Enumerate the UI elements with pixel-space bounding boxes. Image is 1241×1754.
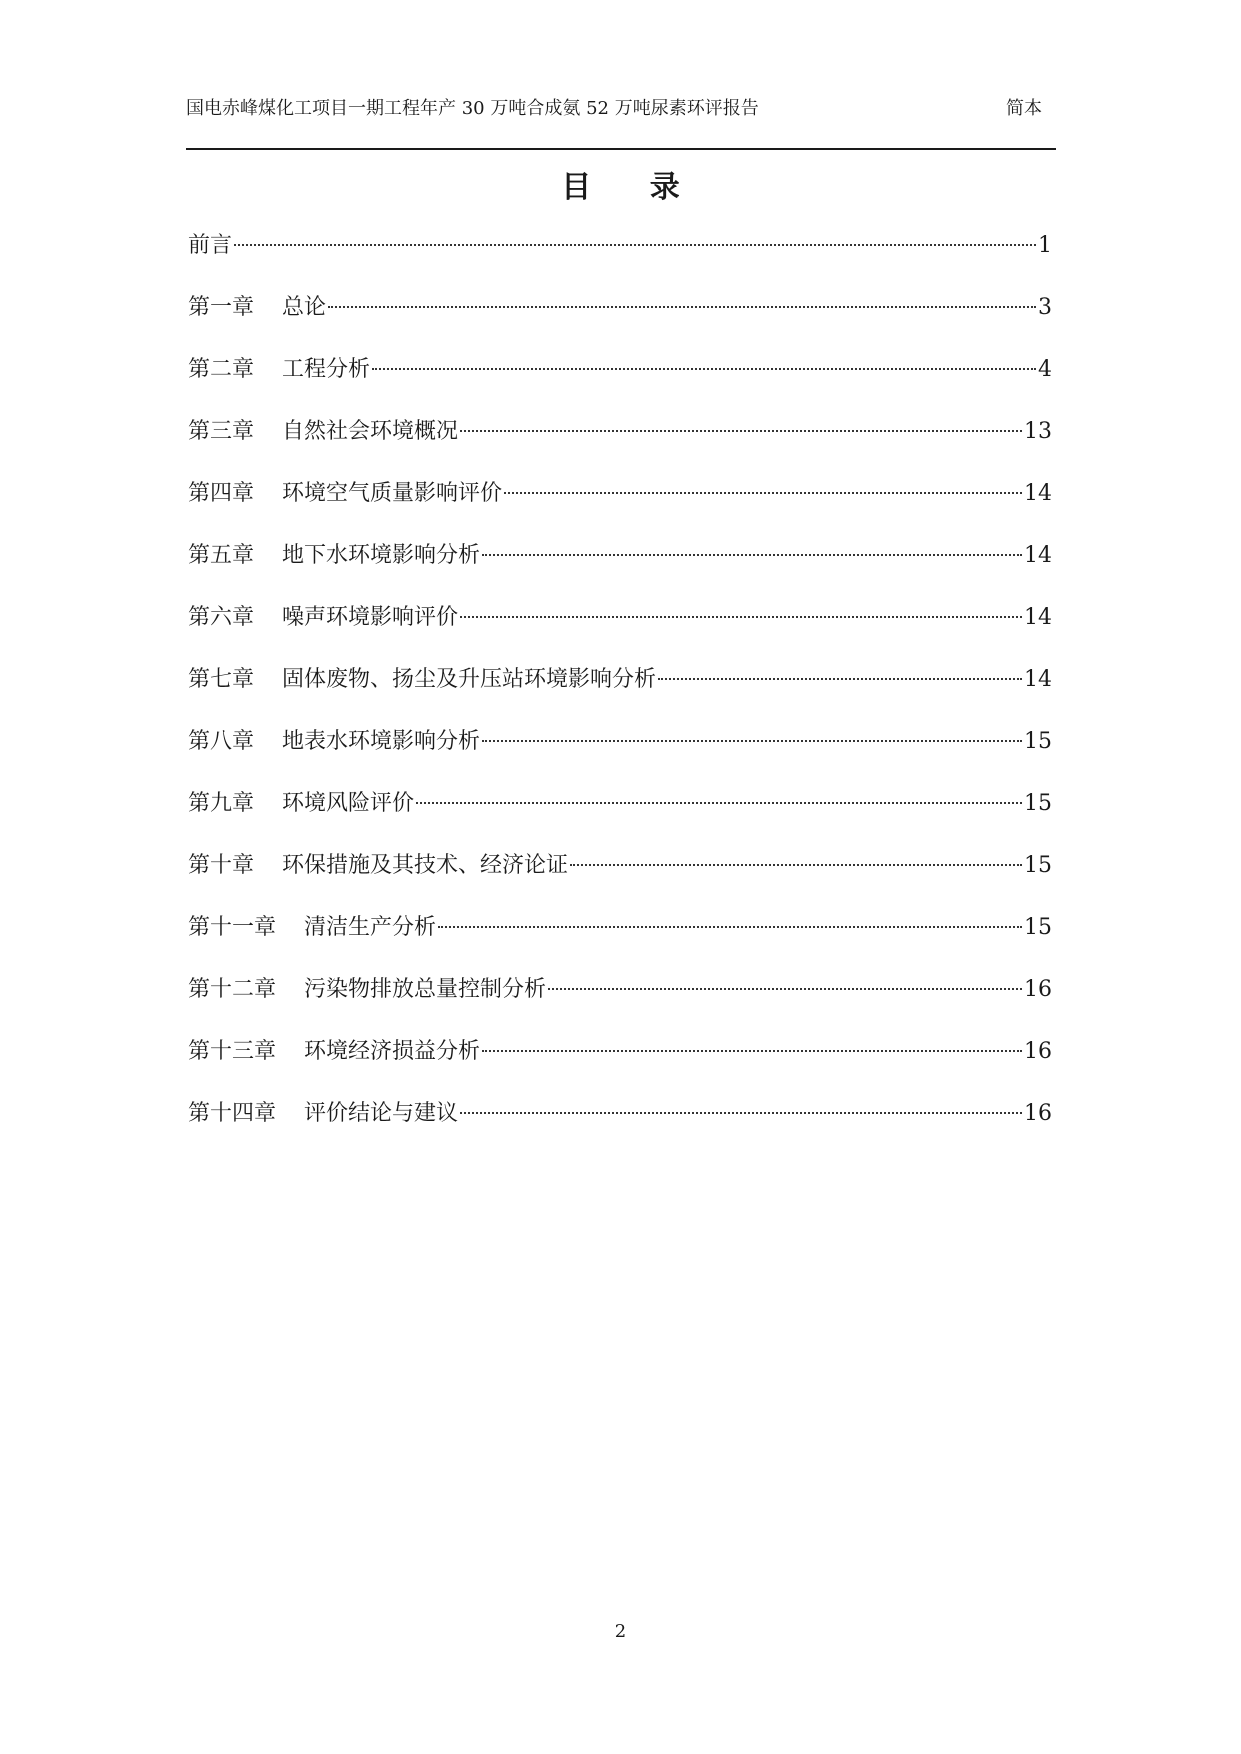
toc-item-preface[interactable] (188, 228, 1052, 290)
toc-item-chapter-14[interactable] (188, 1096, 1052, 1158)
toc-leader-dots (372, 368, 1036, 370)
toc-item-chapter: 第二章 (188, 357, 255, 382)
toc-item-page: 16 (1024, 977, 1052, 1002)
toc-item-chapter: 第九章 (188, 791, 255, 816)
toc-item-chapter: 第六章 (188, 605, 255, 630)
toc-item-page: 14 (1024, 605, 1052, 630)
toc-leader-dots (460, 430, 1022, 432)
toc-leader-dots (570, 864, 1022, 866)
toc-item-chapter-11[interactable] (188, 910, 1052, 972)
toc-item-label (188, 414, 458, 450)
toc-item-label (188, 600, 458, 636)
toc-item-label (188, 1034, 480, 1070)
toc-leader-dots (482, 740, 1022, 742)
toc-item-title: 环境风险评价 (282, 791, 415, 816)
toc-item-page: 1 (1038, 233, 1052, 258)
toc-leader-dots (482, 1050, 1022, 1052)
toc-item-chapter-2[interactable] (188, 352, 1052, 414)
toc-item-chapter-13[interactable] (188, 1034, 1052, 1096)
toc-item-chapter-10[interactable] (188, 848, 1052, 910)
toc-item-label (188, 662, 656, 698)
toc-leader-dots (658, 678, 1022, 680)
toc-item-chapter: 第七章 (188, 667, 255, 692)
toc-leader-dots (328, 306, 1036, 308)
header-tag: 简本 (1006, 98, 1042, 119)
header-rule (186, 148, 1056, 150)
toc-item-chapter-7[interactable] (188, 662, 1052, 724)
toc-item-label (188, 724, 480, 760)
toc-item-chapter: 第十四章 (188, 1101, 277, 1126)
page-header (186, 94, 1056, 124)
toc-item-chapter: 第四章 (188, 481, 255, 506)
toc-leader-dots (438, 926, 1022, 928)
toc-item-page: 3 (1038, 295, 1052, 320)
toc-item-title: 评价结论与建议 (304, 1101, 459, 1126)
toc-item-label (188, 476, 502, 512)
toc-item-title: 地下水环境影响分析 (282, 543, 481, 568)
toc-item-chapter-5[interactable] (188, 538, 1052, 600)
toc-item-label (188, 786, 414, 822)
toc-item-chapter-12[interactable] (188, 972, 1052, 1034)
toc-item-page: 15 (1024, 853, 1052, 878)
toc-item-title: 工程分析 (282, 357, 371, 382)
toc-leader-dots (416, 802, 1022, 804)
toc-item-title: 环境经济损益分析 (304, 1039, 481, 1064)
toc-item-label (188, 848, 568, 884)
toc-item-label (188, 538, 480, 574)
toc-item-page: 16 (1024, 1039, 1052, 1064)
toc-item-page: 15 (1024, 915, 1052, 940)
toc-item-page: 14 (1024, 543, 1052, 568)
toc-item-title: 污染物排放总量控制分析 (304, 977, 547, 1002)
toc-leader-dots (482, 554, 1022, 556)
toc-item-title: 总论 (282, 295, 327, 320)
toc-item-chapter: 第十一章 (188, 915, 277, 940)
toc-item-page: 14 (1024, 667, 1052, 692)
toc-item-page: 4 (1038, 357, 1052, 382)
toc-item-chapter: 前言 (188, 233, 233, 258)
toc-item-label (188, 228, 232, 264)
toc-item-title: 自然社会环境概况 (282, 419, 459, 444)
toc-item-title: 噪声环境影响评价 (282, 605, 459, 630)
toc-leader-dots (548, 988, 1022, 990)
toc-item-label (188, 1096, 458, 1132)
toc-item-chapter: 第五章 (188, 543, 255, 568)
toc-leader-dots (234, 244, 1036, 246)
toc-leader-dots (460, 616, 1022, 618)
toc-item-chapter: 第十三章 (188, 1039, 277, 1064)
toc-item-page: 13 (1024, 419, 1052, 444)
toc-item-title: 固体废物、扬尘及升压站环境影响分析 (282, 667, 657, 692)
header-title: 国电赤峰煤化工项目一期工程年产 30 万吨合成氨 52 万吨尿素环评报告 (186, 98, 759, 119)
toc-item-label (188, 290, 326, 326)
toc-item-page: 14 (1024, 481, 1052, 506)
toc-leader-dots (504, 492, 1022, 494)
toc-item-chapter-4[interactable] (188, 476, 1052, 538)
toc-item-label (188, 972, 546, 1008)
toc-item-chapter-9[interactable] (188, 786, 1052, 848)
toc-item-chapter-1[interactable] (188, 290, 1052, 352)
toc-item-title: 清洁生产分析 (304, 915, 437, 940)
toc-item-chapter: 第一章 (188, 295, 255, 320)
toc-item-chapter-8[interactable] (188, 724, 1052, 786)
toc-item-chapter: 第十二章 (188, 977, 277, 1002)
toc-item-title: 环保措施及其技术、经济论证 (282, 853, 569, 878)
toc-item-page: 15 (1024, 729, 1052, 754)
toc-item-chapter: 第三章 (188, 419, 255, 444)
toc-item-label (188, 352, 370, 388)
toc-title: 目 录 (561, 170, 704, 205)
toc-item-title: 地表水环境影响分析 (282, 729, 481, 754)
toc-item-chapter: 第八章 (188, 729, 255, 754)
toc-list (188, 228, 1052, 1158)
toc-item-chapter-3[interactable] (188, 414, 1052, 476)
toc-item-page: 15 (1024, 791, 1052, 816)
toc-item-chapter-6[interactable] (188, 600, 1052, 662)
toc-item-chapter: 第十章 (188, 853, 255, 878)
toc-item-label (188, 910, 436, 946)
toc-leader-dots (460, 1112, 1022, 1114)
toc-item-title: 环境空气质量影响评价 (282, 481, 503, 506)
toc-item-page: 16 (1024, 1101, 1052, 1126)
page-number: 2 (614, 1621, 627, 1642)
